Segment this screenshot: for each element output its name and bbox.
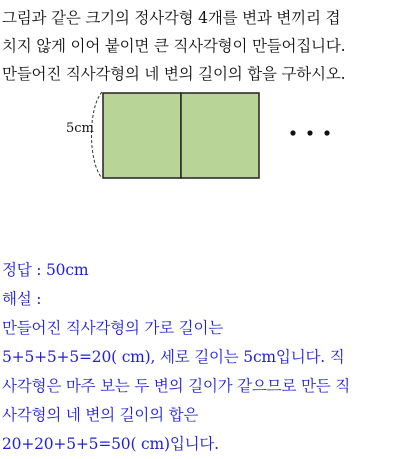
- continuation-dot: [324, 130, 329, 135]
- problem-line: 만들어진 직사각형의 네 변의 길이의 합을 구하시오.: [2, 65, 346, 83]
- solution-block: [2, 256, 398, 459]
- square-1: [103, 93, 181, 178]
- squares-diagram: [0, 88, 400, 184]
- side-length-label: 5cm: [66, 121, 94, 136]
- explanation-title: 해설 :: [2, 290, 42, 308]
- explanation-line: 20+20+5+5=50( cm)입니다.: [2, 435, 219, 453]
- explanation-line: 사각형은 마주 보는 두 변의 길이가 같으므로 만든 직: [2, 377, 351, 395]
- problem-line: 그림과 같은 크기의 정사각형 4개를 변과 변끼리 겹: [2, 9, 341, 27]
- continuation-dot: [307, 130, 312, 135]
- problem-line: 치지 않게 이어 붙이면 큰 직사각형이 만들어집니다.: [2, 37, 346, 55]
- answer-line: 정답 : 50cm: [2, 261, 89, 279]
- problem-text: [2, 4, 398, 88]
- continuation-dot: [290, 130, 295, 135]
- explanation-line: 5+5+5+5=20( cm), 세로 길이는 5cm입니다. 직: [2, 348, 345, 366]
- square-2: [181, 93, 259, 178]
- explanation-line: 만들어진 직사각형의 가로 길이는: [2, 319, 224, 337]
- squares-figure: [0, 88, 400, 184]
- explanation-line: 사각형의 네 변의 길이의 합은: [2, 406, 199, 424]
